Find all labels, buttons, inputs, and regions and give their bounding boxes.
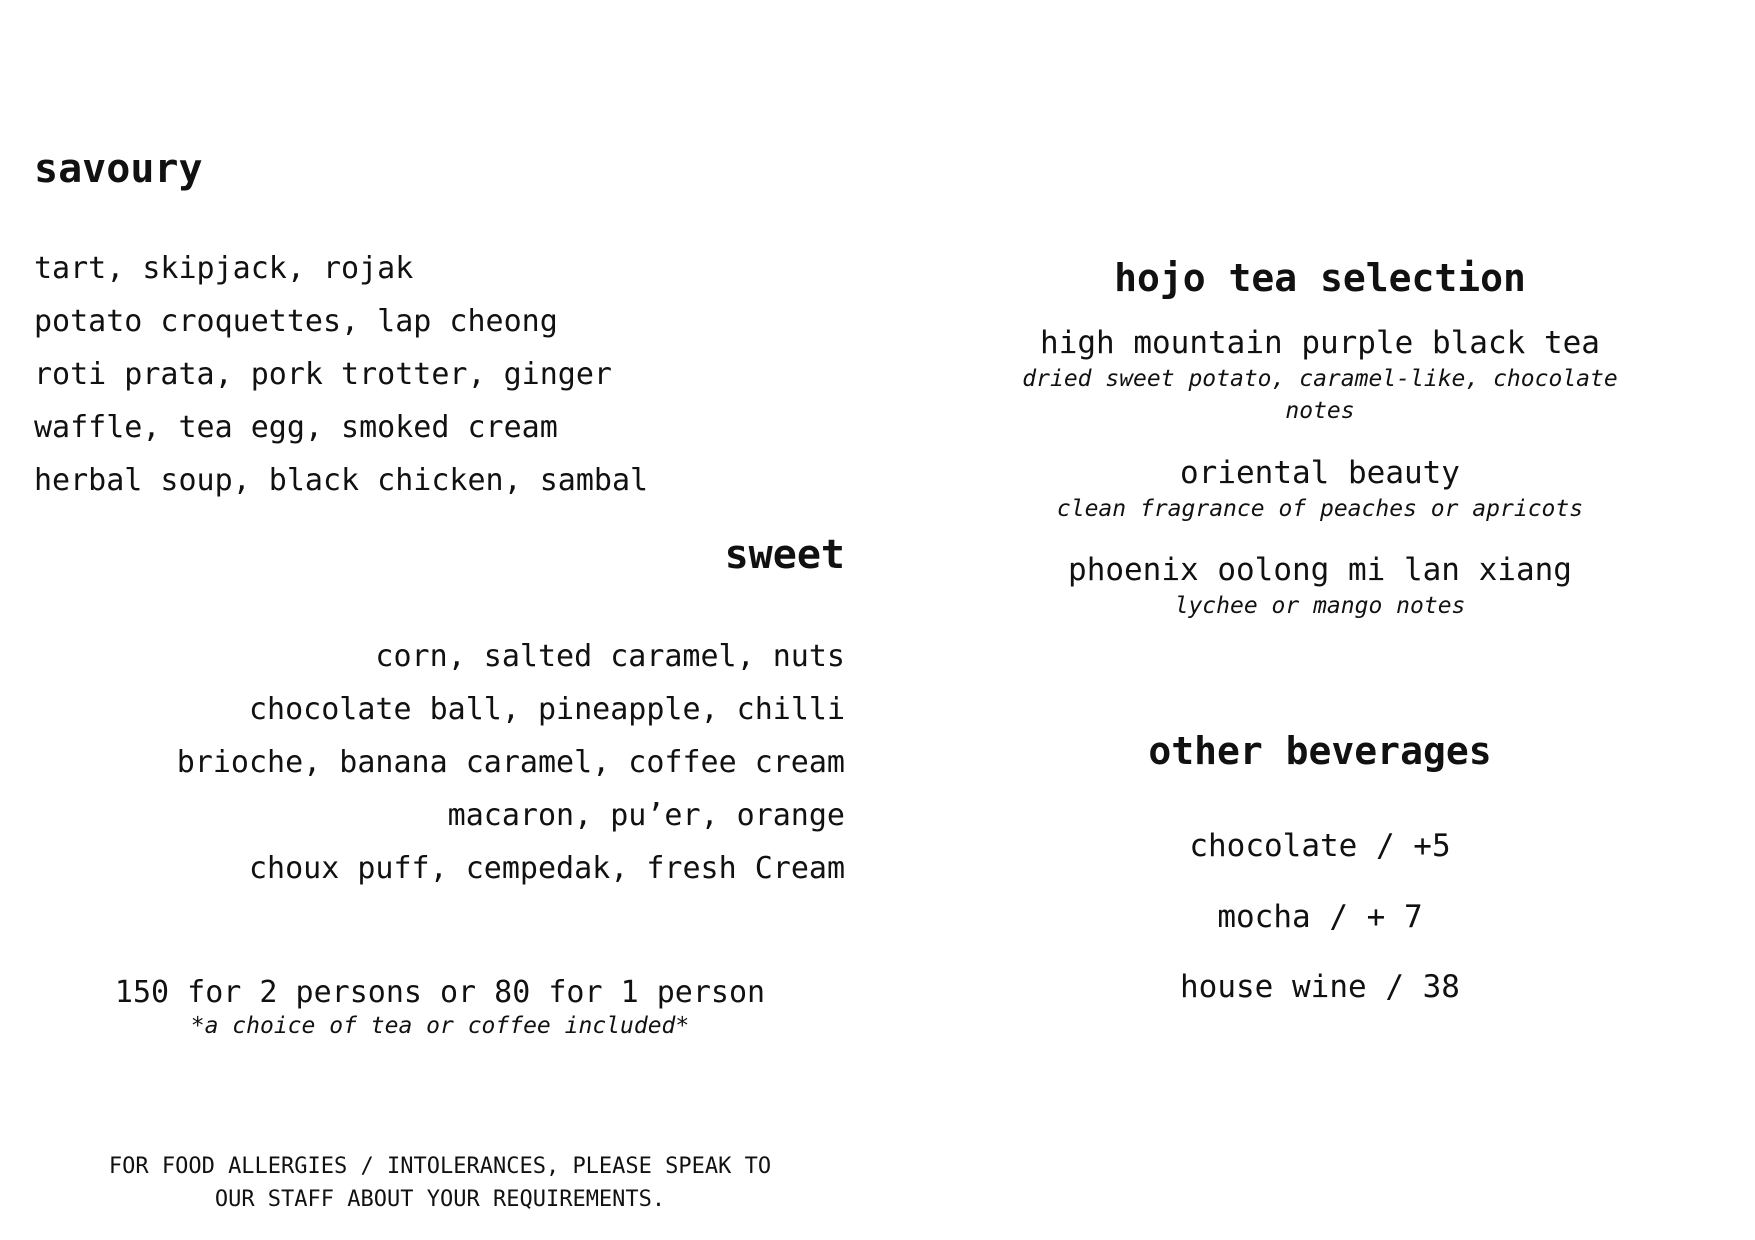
price-line: 150 for 2 persons or 80 for 1 person [114,975,766,1010]
price-note: *a choice of tea or coffee included* [190,1013,690,1039]
savoury-item: herbal soup, black chicken, sambal [34,463,649,498]
tea-name: phoenix oolong mi lan xiang [1068,552,1572,588]
tea-name: high mountain purple black tea [1040,325,1600,361]
tea-item [940,550,1700,622]
other-beverages-heading: other beverages [1148,729,1492,773]
tea-item [940,453,1700,525]
beverage-item: mocha / + 7 [1217,899,1423,935]
beverage-item: house wine / 38 [1180,969,1460,1005]
savoury-item: waffle, tea egg, smoked cream [34,410,558,445]
allergy-line-1: FOR FOOD ALLERGIES / INTOLERANCES, PLEASE SPEAK TO [108,1154,772,1179]
sweet-item: corn, salted caramel, nuts [375,639,845,674]
tea-selection-heading: hojo tea selection [1114,256,1526,300]
tea-description: clean fragrance of peaches or apricots [1056,496,1584,522]
savoury-heading: savoury [34,146,203,192]
sweet-list [177,630,845,895]
tea-description: lychee or mango notes [1174,593,1466,619]
sweet-item: brioche, banana caramel, coffee cream [176,745,845,780]
allergy-line-2: OUR STAFF ABOUT YOUR REQUIREMENTS. [214,1187,666,1212]
savoury-item: tart, skipjack, rojak [34,251,414,286]
savoury-list [34,242,648,507]
tea-description: dried sweet potato, caramel-like, chocolate notes [1022,366,1618,424]
sweet-item: macaron, pu’er, orange [447,798,845,833]
savoury-item: roti prata, pork trotter, ginger [34,357,612,392]
savoury-item: potato croquettes, lap cheong [34,304,558,339]
beverage-item: chocolate / +5 [1189,828,1451,864]
sweet-item: choux puff, cempedak, fresh Cream [248,851,845,886]
tea-name: oriental beauty [1180,455,1460,491]
allergy-note [40,1150,840,1216]
sweet-item: chocolate ball, pineapple, chilli [248,692,845,727]
tea-item [940,323,1700,427]
price-block [40,974,840,1040]
sweet-heading: sweet [724,532,845,578]
